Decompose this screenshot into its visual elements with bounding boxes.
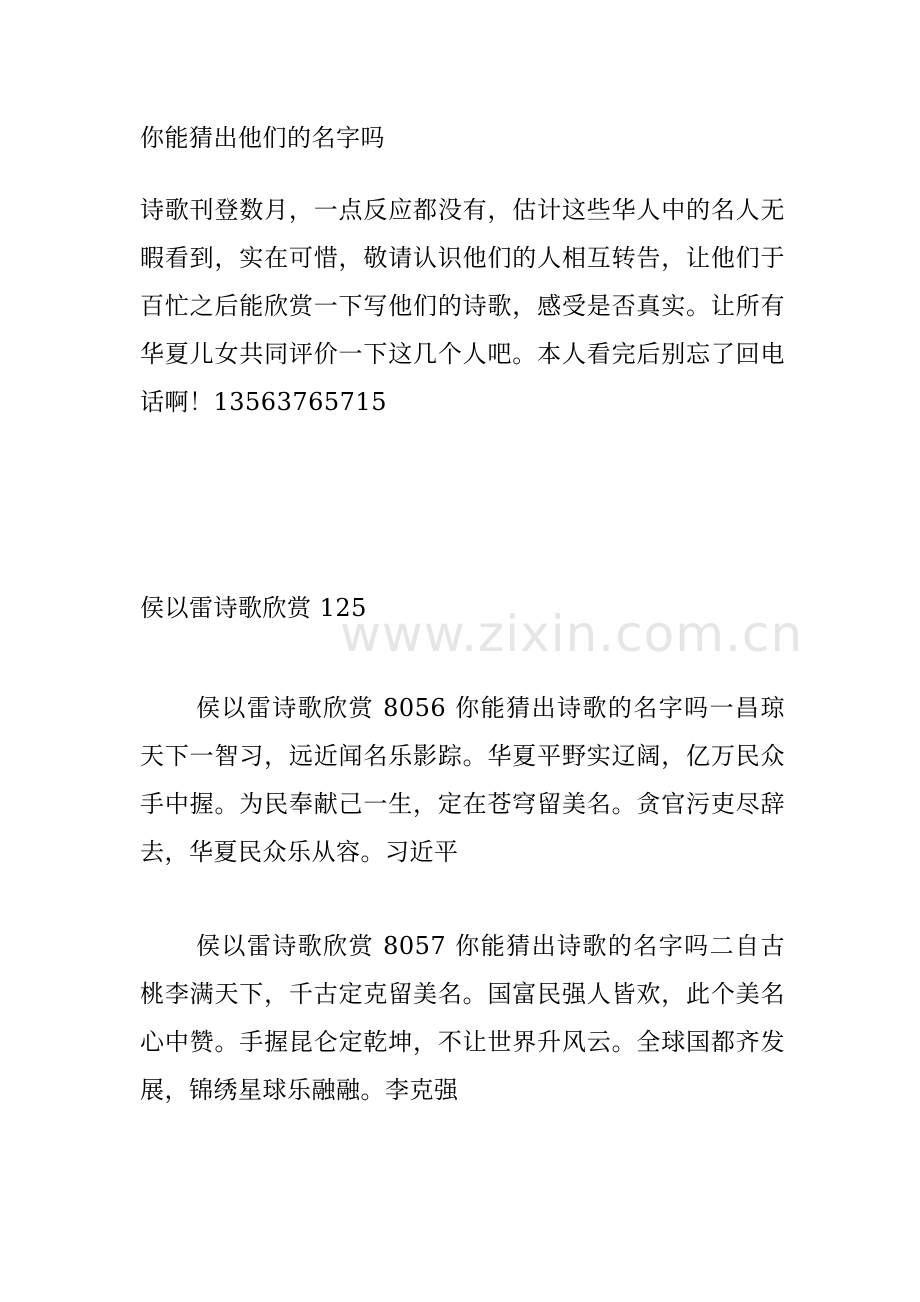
poem-paragraph-8056: 侯以雷诗歌欣赏 8056 你能猜出诗歌的名字吗一昌琼天下一智习，远近闻名乐影踪。华夏平野实辽阔，亿万民众手中握。为民奉献己一生，定在苍穹留美名。贪官污吏尽辞去，华夏民众乐从容。习近平: [140, 694, 785, 866]
site-watermark: www.zixin.com.cn: [340, 605, 804, 663]
section-title-guess-names: 你能猜出他们的名字吗: [140, 124, 385, 152]
poem-paragraph-8057: 侯以雷诗歌欣赏 8057 你能猜出诗歌的名字吗二自古桃李满天下，千古定克留美名。国富民强人皆欢，此个美名心中赞。手握昆仑定乾坤，不让世界升风云。全球国都齐发展，锦绣星球乐融融。李克强: [140, 932, 785, 1104]
section-title-poems: 侯以雷诗歌欣赏 125: [140, 594, 367, 622]
intro-paragraph: 诗歌刊登数月，一点反应都没有，估计这些华人中的名人无暇看到，实在可惜，敬请认识他们的人相互转告，让他们于百忙之后能欣赏一下写他们的诗歌，感受是否真实。让所有华夏儿女共同评价一下这几个人吧。本人看完后别忘了回电话啊！13563765715: [140, 196, 785, 416]
